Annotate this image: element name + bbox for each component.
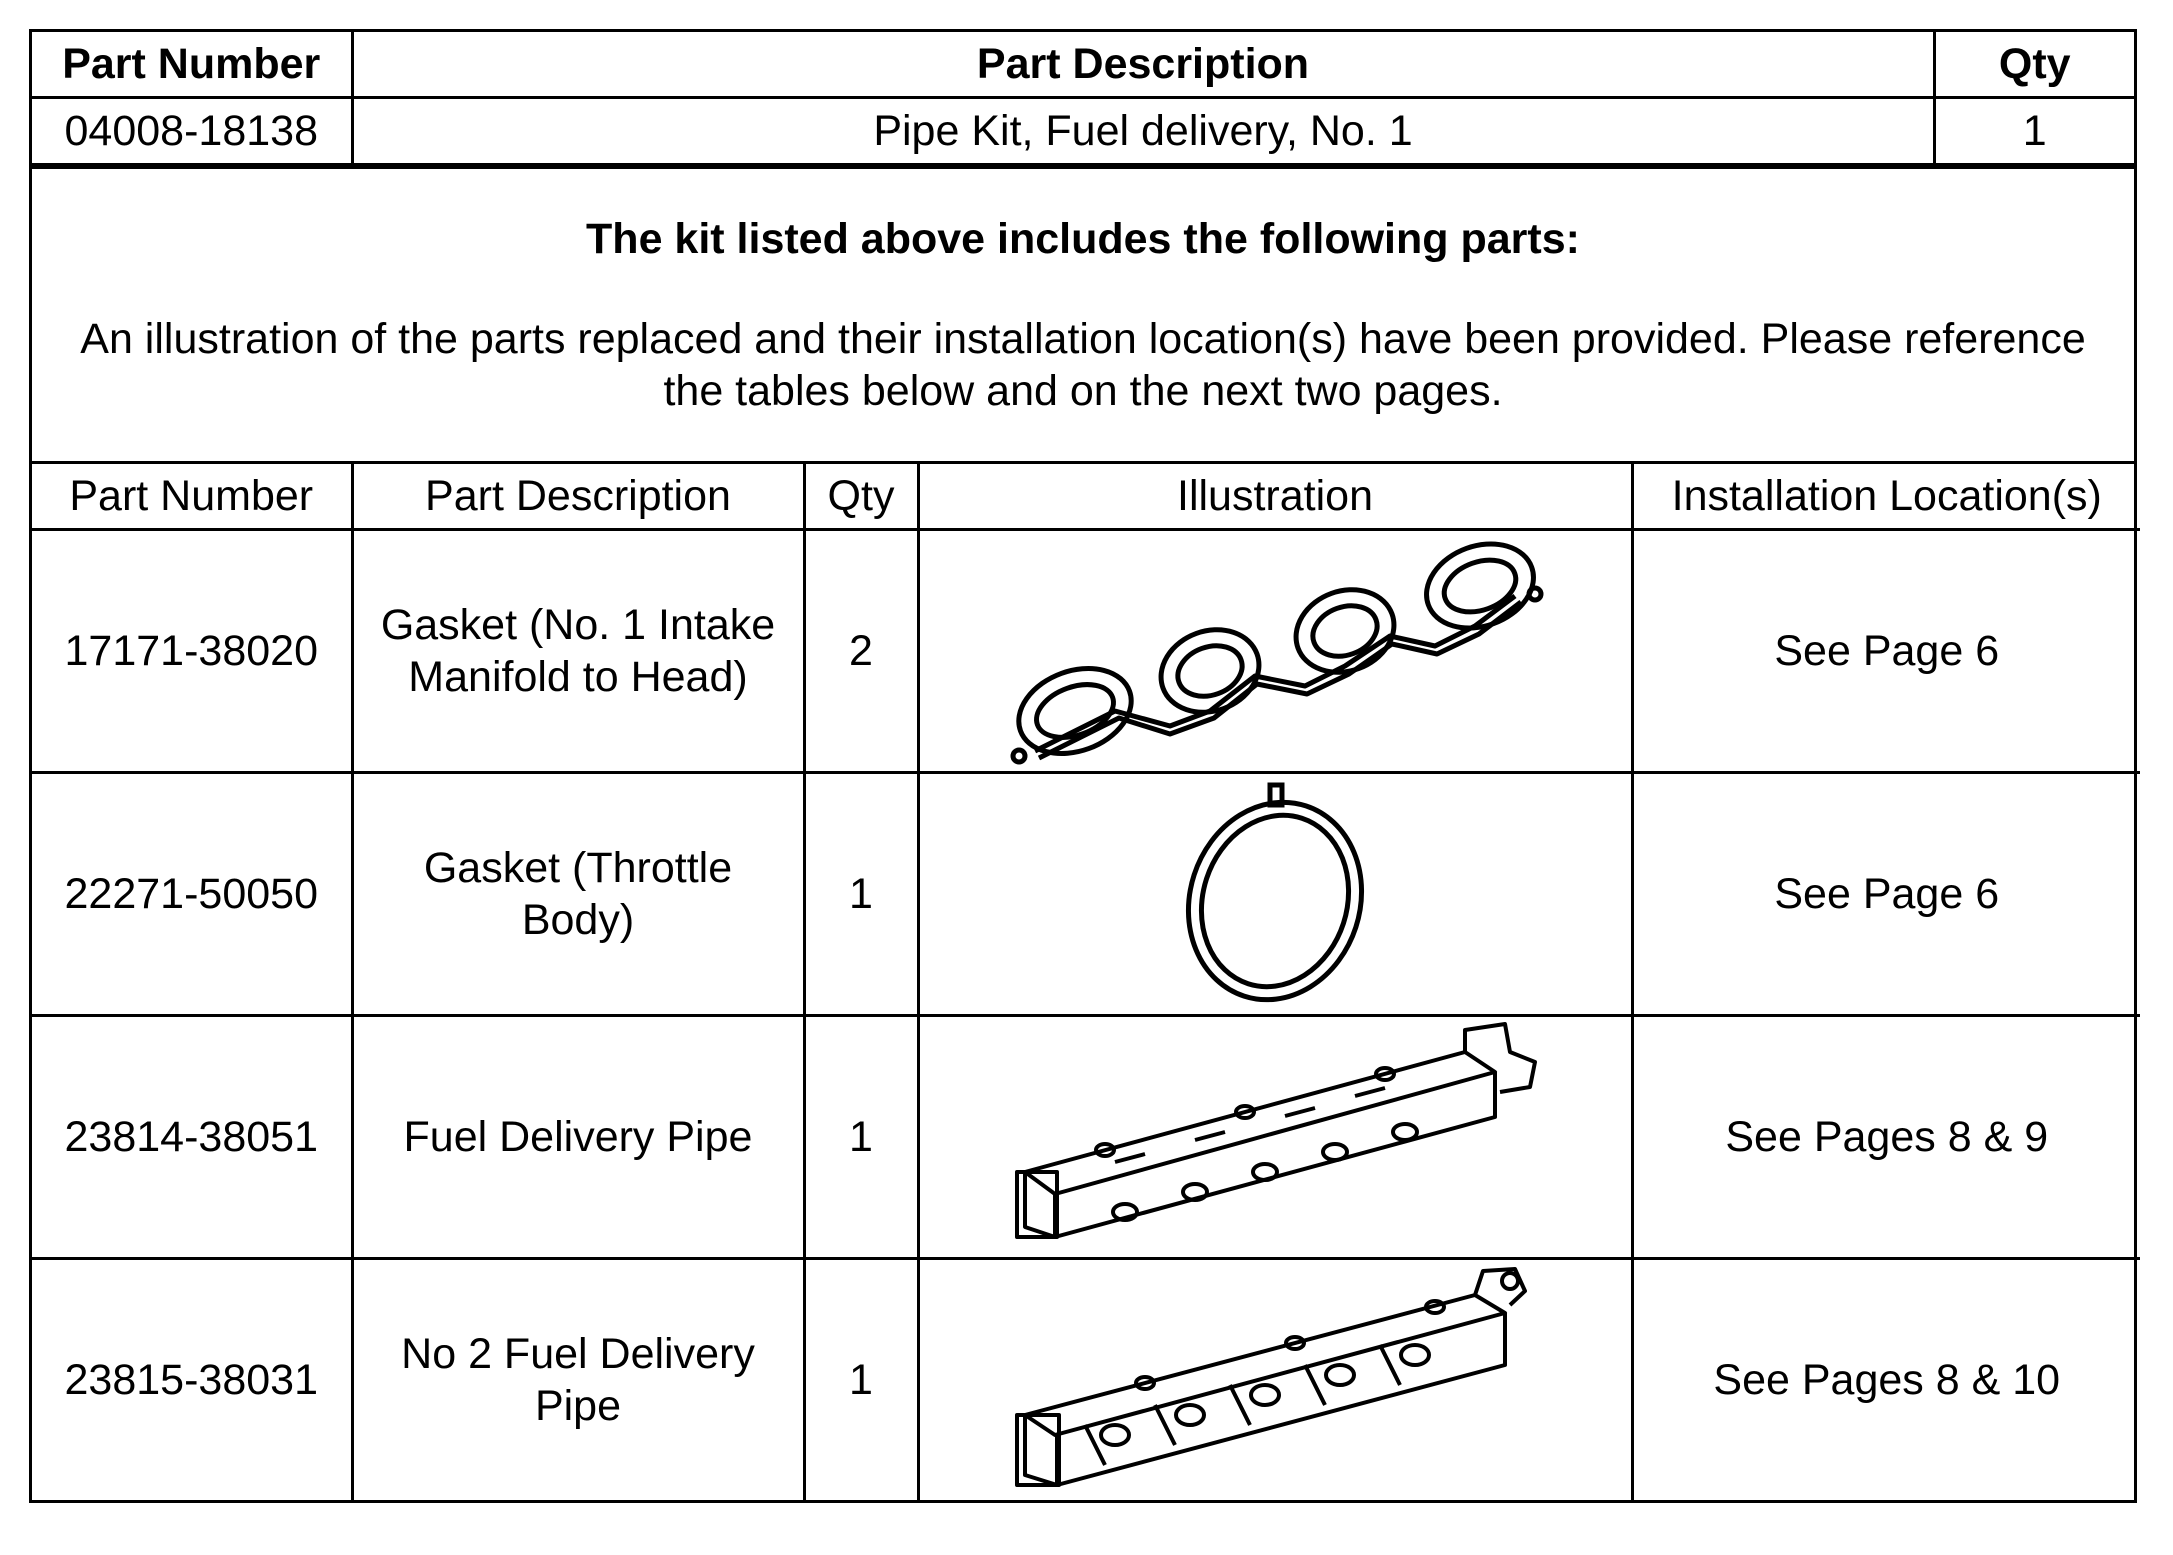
parts-header-installation: Installation Location(s) xyxy=(1632,464,2140,530)
notice-body: An illustration of the parts replaced and their installation location(s) have been provided. Please reference the tables below and on the next two pages. xyxy=(80,315,2086,415)
table-row xyxy=(32,1016,2140,1259)
part-number-cell: 17171-38020 xyxy=(32,530,352,773)
parts-header-part-description: Part Description xyxy=(352,464,804,530)
kit-row xyxy=(32,98,2134,165)
throttle-body-gasket-icon xyxy=(1165,779,1385,1009)
illustration-cell xyxy=(918,1016,1632,1259)
table-row xyxy=(32,773,2140,1016)
parts-header-qty: Qty xyxy=(804,464,918,530)
kit-header-row xyxy=(32,32,2134,98)
parts-kit-sheet xyxy=(29,29,2137,1503)
parts-header-row xyxy=(32,464,2140,530)
part-number-cell: 22271-50050 xyxy=(32,773,352,1016)
fuel-delivery-pipe-icon xyxy=(995,1022,1555,1252)
table-row xyxy=(32,530,2140,773)
part-description-cell: No 2 Fuel Delivery Pipe xyxy=(352,1259,804,1501)
parts-header-part-number: Part Number xyxy=(32,464,352,530)
illustration-cell xyxy=(918,773,1632,1016)
installation-cell: See Page 6 xyxy=(1632,773,2140,1016)
kit-notice xyxy=(32,166,2134,464)
qty-cell: 1 xyxy=(804,773,918,1016)
notice-heading: The kit listed above includes the following parts: xyxy=(586,215,1580,263)
parts-header-illustration: Illustration xyxy=(918,464,1632,530)
no2-fuel-delivery-pipe-icon xyxy=(995,1265,1555,1495)
installation-cell: See Pages 8 & 10 xyxy=(1632,1259,2140,1501)
kit-part-description: Pipe Kit, Fuel delivery, No. 1 xyxy=(352,98,1934,165)
intake-manifold-gasket-icon xyxy=(995,536,1555,766)
illustration-cell xyxy=(918,530,1632,773)
table-row xyxy=(32,1259,2140,1501)
kit-header-part-description: Part Description xyxy=(352,32,1934,98)
part-description-cell: Fuel Delivery Pipe xyxy=(352,1016,804,1259)
kit-header-part-number: Part Number xyxy=(32,32,352,98)
qty-cell: 2 xyxy=(804,530,918,773)
parts-table xyxy=(32,464,2140,1500)
part-number-cell: 23815-38031 xyxy=(32,1259,352,1501)
kit-part-number: 04008-18138 xyxy=(32,98,352,165)
kit-qty: 1 xyxy=(1934,98,2134,165)
part-description-cell: Gasket (No. 1 Intake Manifold to Head) xyxy=(352,530,804,773)
kit-header-qty: Qty xyxy=(1934,32,2134,98)
kit-table xyxy=(32,32,2134,166)
installation-cell: See Pages 8 & 9 xyxy=(1632,1016,2140,1259)
qty-cell: 1 xyxy=(804,1016,918,1259)
installation-cell: See Page 6 xyxy=(1632,530,2140,773)
part-description-cell: Gasket (Throttle Body) xyxy=(352,773,804,1016)
qty-cell: 1 xyxy=(804,1259,918,1501)
part-number-cell: 23814-38051 xyxy=(32,1016,352,1259)
illustration-cell xyxy=(918,1259,1632,1501)
